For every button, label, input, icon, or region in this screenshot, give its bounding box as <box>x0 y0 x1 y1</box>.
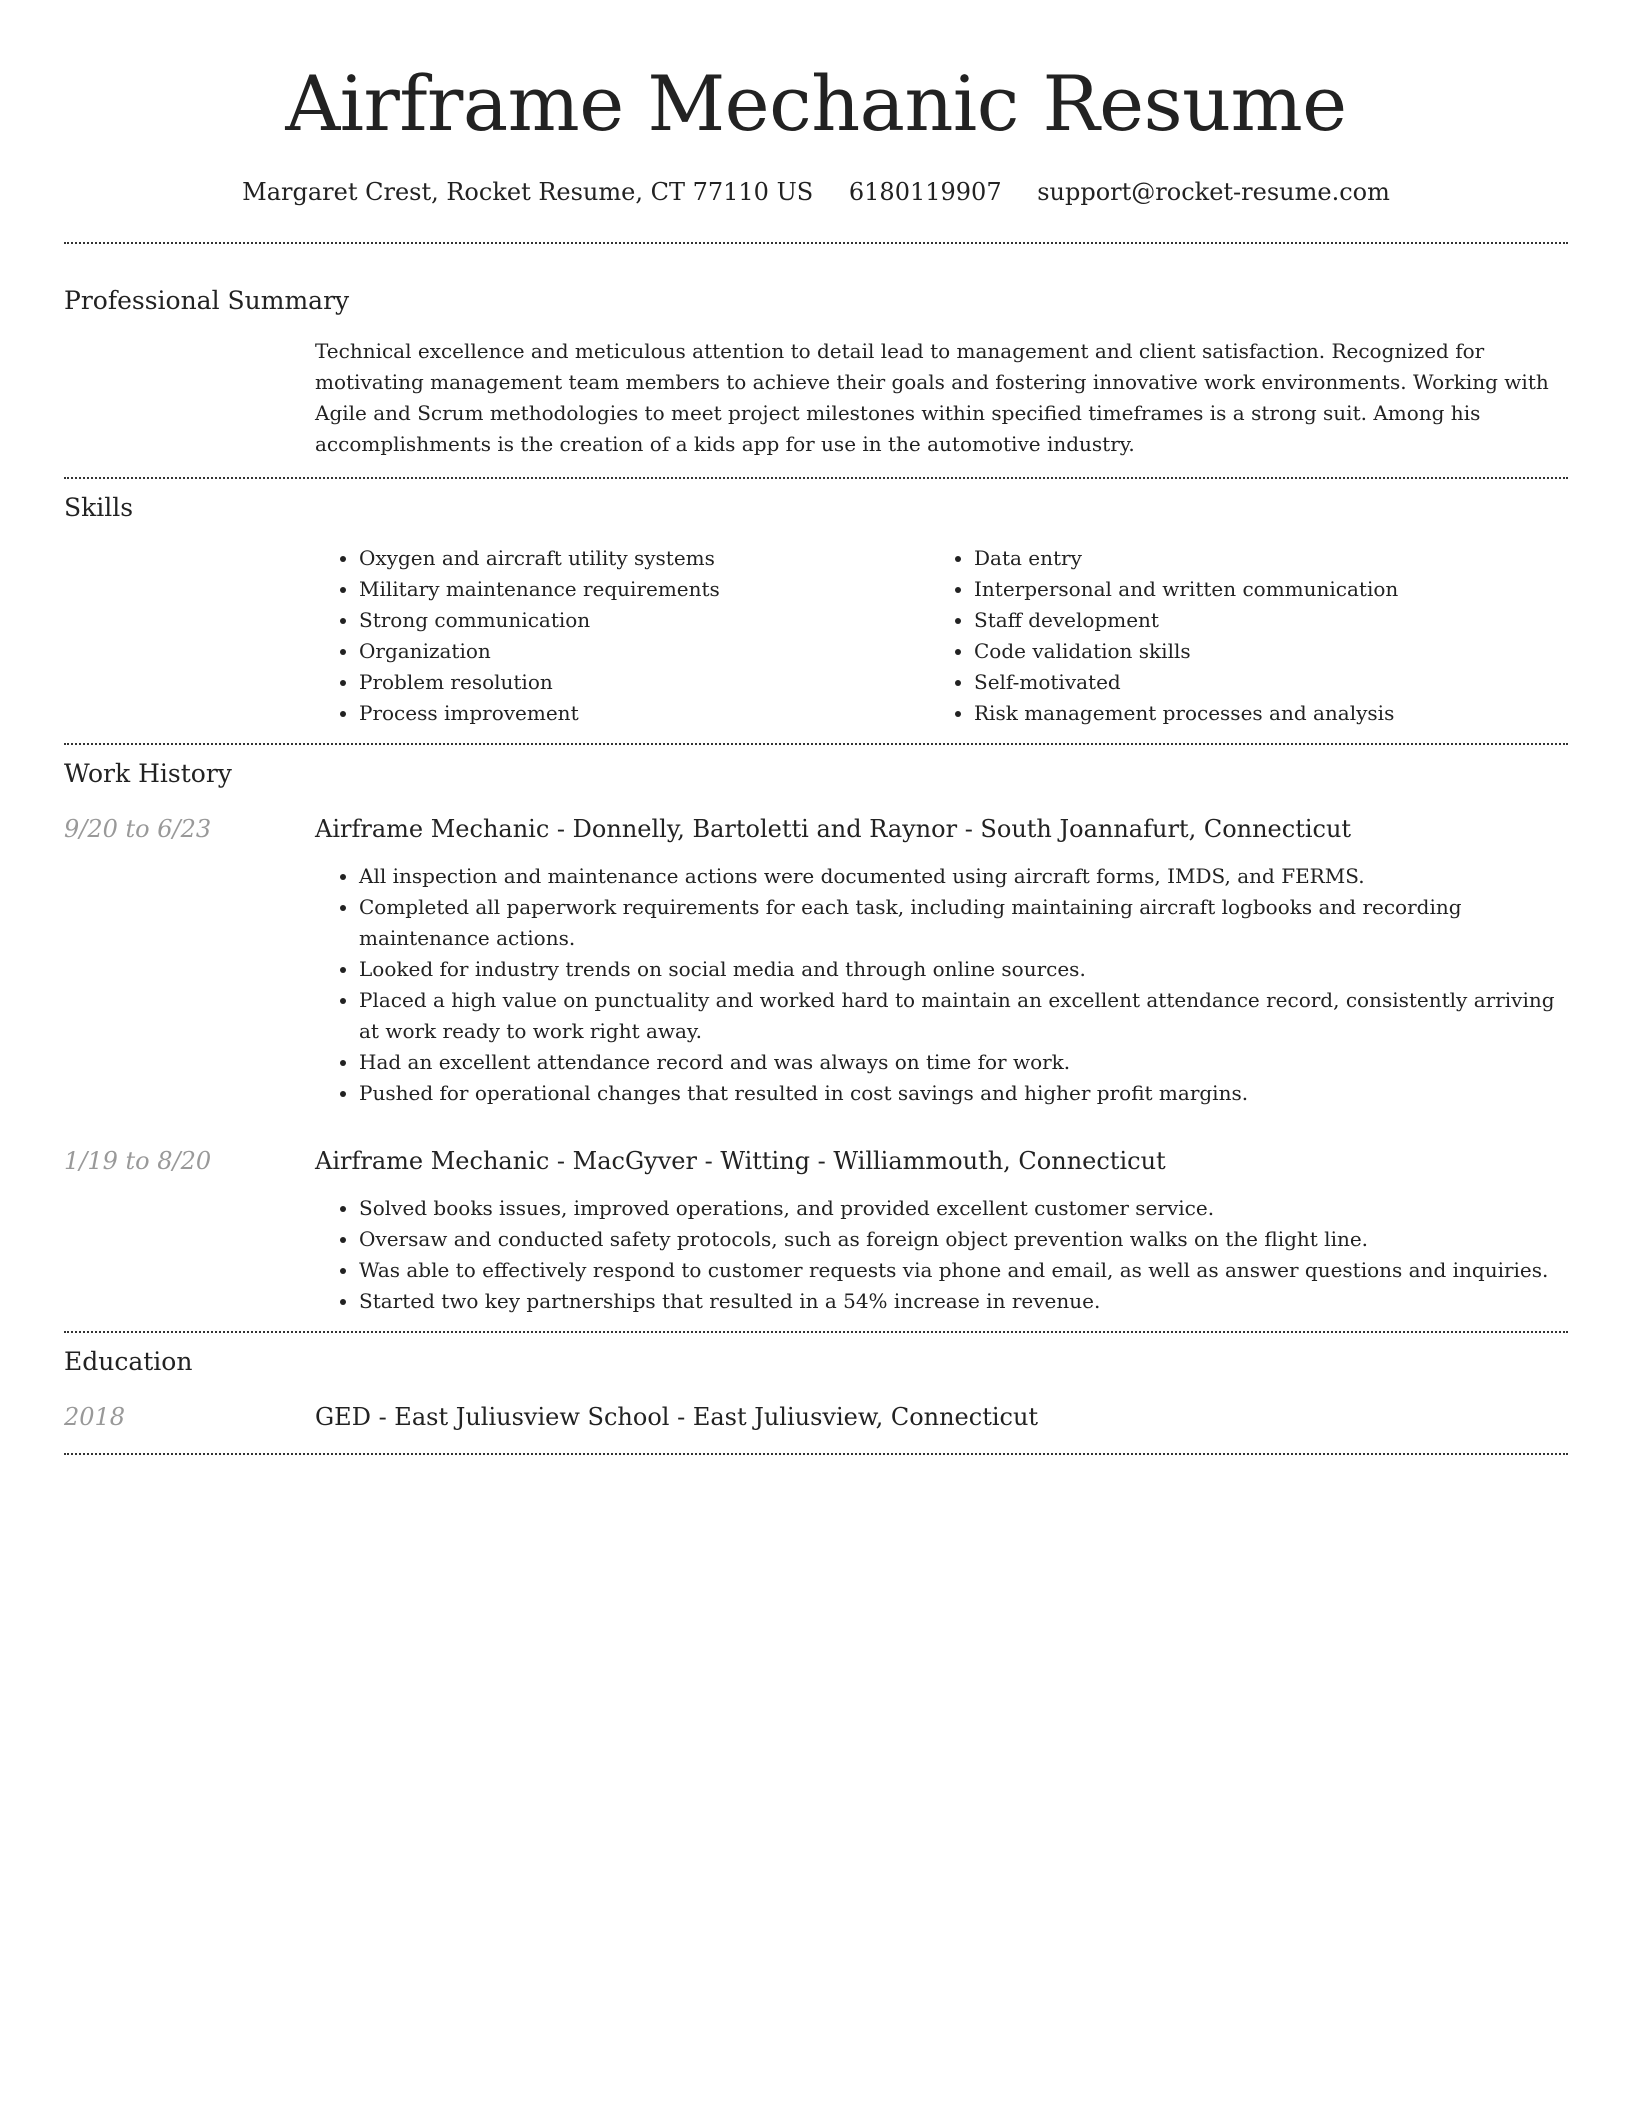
contact-address: Margaret Crest, Rocket Resume, CT 77110 US <box>242 178 814 206</box>
job-bullet: • Oversaw and conducted safety protocols, such as foreign object prevention walks on the flight line. <box>359 1224 1568 1255</box>
skill-item: • Problem resolution <box>359 667 930 698</box>
job-title <box>315 1145 1568 1177</box>
skill-item: • Interpersonal and written communication <box>974 574 1545 605</box>
job-bullets <box>315 1193 1568 1317</box>
skills-list-right <box>930 543 1545 729</box>
education-heading: Education <box>64 1347 193 1376</box>
skill-item: • Process improvement <box>359 698 930 729</box>
job-entry <box>64 1145 1568 1317</box>
job-bullets <box>315 861 1568 1109</box>
job-bullet: • Had an excellent attendance record and was always on time for work. <box>359 1047 1568 1078</box>
skill-item: • Oxygen and aircraft utility systems <box>359 543 930 574</box>
job-bullet: • Started two key partnerships that resulted in a 54% increase in revenue. <box>359 1286 1568 1317</box>
education-year: 2018 <box>64 1403 126 1431</box>
job-bullet: • Looked for industry trends on social media and through online sources. <box>359 954 1568 985</box>
work-section <box>64 745 1568 1317</box>
contact-phone: 6180119907 <box>848 178 1002 206</box>
skill-item: • Staff development <box>974 605 1545 636</box>
skills-section <box>64 479 1568 729</box>
skill-item: • Organization <box>359 636 930 667</box>
job-dates: 9/20 to 6/23 <box>64 815 212 843</box>
skill-item: • Self-motivated <box>974 667 1545 698</box>
page-title: Airframe Mechanic Resume <box>285 59 1347 148</box>
summary-text: Technical excellence and meticulous attention to detail lead to management and client satisfaction. Recognized for motivating management team members to achieve their goals and fostering innovative work environments. Working with Agile and Scrum methodologies to meet project milestones within specified timeframes is a strong suit. Among his accomplishments is the creation of a kids app for use in the automotive industry. <box>315 339 1549 456</box>
job-dates: 1/19 to 8/20 <box>64 1147 212 1175</box>
job-title <box>315 813 1568 845</box>
job-bullet: • All inspection and maintenance actions were documented using aircraft forms, IMDS, and FERMS. <box>359 861 1568 892</box>
work-heading: Work History <box>64 759 232 788</box>
job-bullet: • Was able to effectively respond to customer requests via phone and email, as well as answer questions and inquiries. <box>359 1255 1568 1286</box>
skills-heading: Skills <box>64 493 134 522</box>
skill-item: • Military maintenance requirements <box>359 574 930 605</box>
job-bullet: • Pushed for operational changes that resulted in cost savings and higher profit margins. <box>359 1078 1568 1109</box>
job-entry <box>64 813 1568 1109</box>
education-section <box>64 1333 1568 1433</box>
job-role: Airframe Mechanic <box>315 815 550 843</box>
summary-section <box>64 244 1568 460</box>
job-bullet: • Placed a high value on punctuality and worked hard to maintain an excellent attendance record, consistently arriving at work ready to work right away. <box>359 985 1568 1047</box>
job-details: - Donnelly, Bartoletti and Raynor - South Joannafurt, Connecticut <box>549 815 1352 843</box>
resume-page <box>64 0 1568 1455</box>
contact-email: support@rocket-resume.com <box>1037 178 1390 206</box>
divider <box>64 1453 1568 1455</box>
summary-heading: Professional Summary <box>64 286 350 315</box>
education-entry <box>64 1401 1568 1433</box>
contact-line <box>64 176 1568 208</box>
job-details: - MacGyver - Witting - Williammouth, Connecticut <box>549 1147 1166 1175</box>
skills-list-left <box>315 543 930 729</box>
job-role: Airframe Mechanic <box>315 1147 550 1175</box>
job-bullet: • Completed all paperwork requirements for each task, including maintaining aircraft logbooks and recording maintenance actions. <box>359 892 1568 954</box>
skill-item: • Data entry <box>974 543 1545 574</box>
skill-item: • Code validation skills <box>974 636 1545 667</box>
education-text: GED - East Juliusview School - East Juliusview, Connecticut <box>315 1403 1039 1431</box>
skill-item: • Risk management processes and analysis <box>974 698 1545 729</box>
skill-item: • Strong communication <box>359 605 930 636</box>
job-bullet: • Solved books issues, improved operations, and provided excellent customer service. <box>359 1193 1568 1224</box>
